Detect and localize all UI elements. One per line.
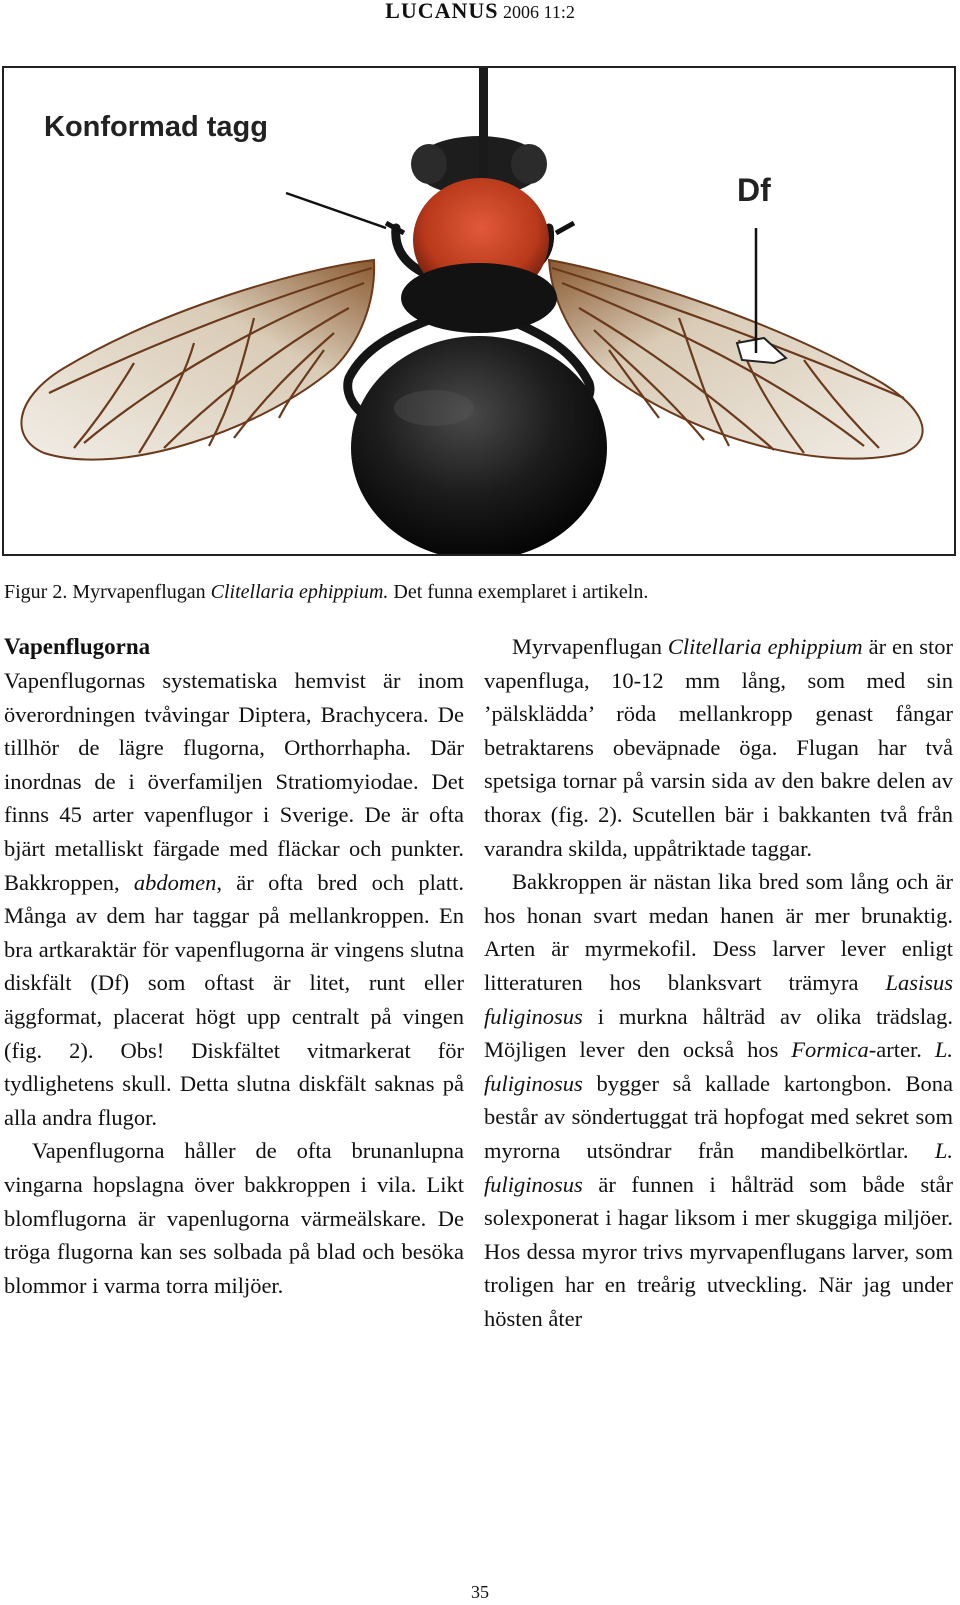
issue-number: 2006 11:2 xyxy=(503,2,575,22)
left-wing xyxy=(21,260,374,460)
tagg-pointer-line xyxy=(286,193,386,228)
section-heading: Vapenflugorna xyxy=(4,634,151,659)
left-column xyxy=(4,630,464,1302)
right-paragraph-2: Bakkroppen är nästan lika bred som lång och är hos honan svart medan hanen är mer brunaktig. Arten är myrmekofil. Dess larver lever enligt litteraturen hos blanksvart trämyra Lasisus fuliginosus i murkna hålträd av olika trädslag. Möjligen lever den också hos Formica-arter. L. fuliginosus bygger så kallade kartongbon. Bona består av söndertuggat trä hopfogat med sekret som myrorna utsöndrar från mandibelkörtlar. L. fuliginosus är funnen i hålträd som både står solexponerat i hagar liksom i mer skuggiga miljöer. Hos dessa myror trivs myrvapenflugans larver, som troligen har en treårig utveckling. När jag under hösten åter xyxy=(484,869,953,1331)
figure-caption: Figur 2. Myrvapenflugan Clitellaria ephippium. Det funna exemplaret i artikeln. xyxy=(4,581,649,603)
left-paragraph-2: Vapenflugorna håller de ofta brunanlupna vingarna hopslagna över bakkroppen i vila. Likt blomflugorna är vapenlugorna värmeälskare. De tröga flugorna kan ses solbada på blad och besöka blommor i varma torra miljöer. xyxy=(4,1138,464,1298)
journal-title: LUCANUS xyxy=(385,0,499,23)
label-df: Df xyxy=(737,172,771,208)
page-number: 35 xyxy=(471,1582,489,1602)
fly-illustration xyxy=(4,68,954,554)
right-column xyxy=(484,630,953,1335)
running-head xyxy=(0,0,960,23)
left-paragraph-1: Vapenflugornas systematiska hemvist är inom överordningen tvåvingar Diptera, Brachycera. De tillhör de lägre flugorna, Orthorrhapha. Där inordnas de i överfamiljen Stratiomyiodae. Det finns 45 arter vapenflugor i Sverige. De är ofta bjärt metalliskt färgade med fläckar och punkter. Bakkroppen, abdomen, är ofta bred och platt. Många av dem har taggar på mellankroppen. En bra artkaraktär för vapenflugorna är vingens slutna diskfält (Df) som oftast är litet, runt eller äggformat, placerat högt upp centralt på vingen (fig. 2). Obs! Diskfältet vitmarkerat för tydlighetens skull. Detta slutna diskfält saknas på alla andra flugor. xyxy=(4,668,464,1130)
right-paragraph-1: Myrvapenflugan Clitellaria ephippium är en stor vapenfluga, 10-12 mm lång, som med sin ’pälsklädda’ röda mellankropp genast fångar betraktarens obeväpnade öga. Flugan har två spetsiga tornar på varsin sida av den bakre delen av thorax (fig. 2). Scutellen bär i bakkanten två från varandra skilda, uppåtriktade taggar. xyxy=(484,634,954,861)
label-konformad-tagg: Konformad tagg xyxy=(44,111,268,143)
abdomen xyxy=(351,336,607,554)
figure-photo xyxy=(2,66,956,556)
